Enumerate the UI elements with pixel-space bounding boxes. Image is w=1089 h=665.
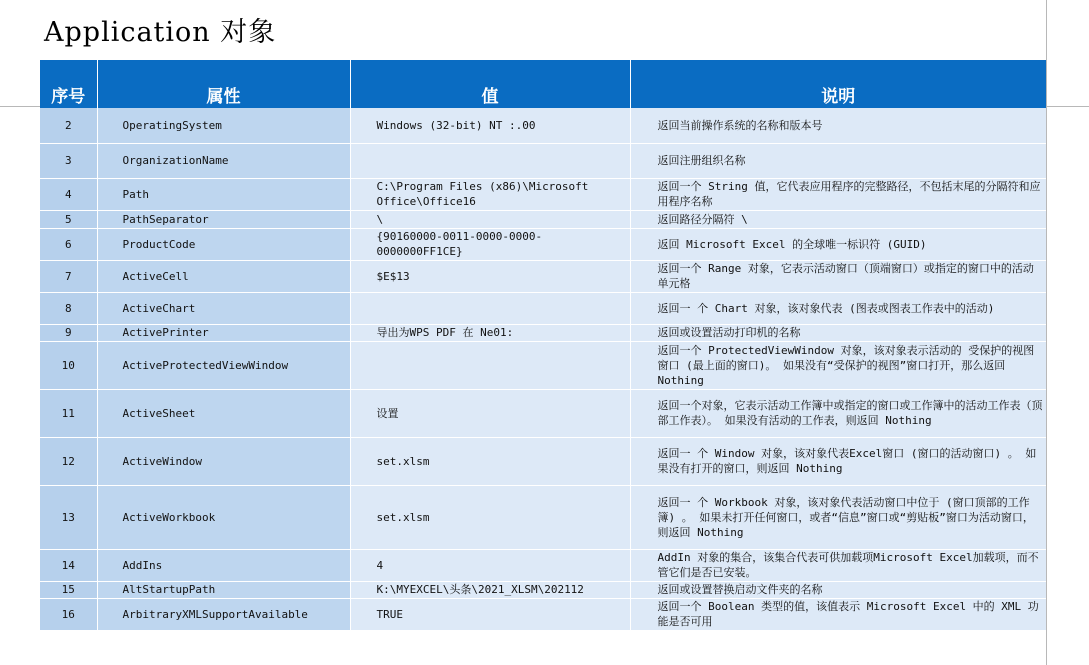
table-row	[40, 108, 1046, 143]
row-property-cell[interactable]: ActivePrinter	[97, 324, 350, 341]
row-description-cell[interactable]: 返回一 个 Chart 对象，该对象代表 (图表或图表工作表中的活动)	[630, 292, 1046, 324]
table-row	[40, 260, 1046, 292]
row-description-cell[interactable]: 返回或设置活动打印机的名称	[630, 324, 1046, 341]
row-index-cell[interactable]: 11	[40, 389, 97, 437]
row-value-cell[interactable]: K:\MYEXCEL\头条\2021_XLSM\202112	[350, 581, 630, 598]
row-value-cell[interactable]	[350, 341, 630, 389]
row-index-cell[interactable]: 2	[40, 108, 97, 143]
row-value-cell[interactable]: 4	[350, 549, 630, 581]
application-properties-table	[40, 60, 1046, 631]
table-row	[40, 485, 1046, 549]
header-index[interactable]: 序号	[40, 60, 97, 108]
row-property-cell[interactable]: ActiveProtectedViewWindow	[97, 341, 350, 389]
row-description-cell[interactable]: 返回一 个 Window 对象，该对象代表Excel窗口 (窗口的活动窗口) 。 如果没有打开的窗口，则返回 Nothing	[630, 437, 1046, 485]
header-row	[40, 60, 1046, 108]
header-property[interactable]: 属性	[97, 60, 350, 108]
row-property-cell[interactable]: AddIns	[97, 549, 350, 581]
table-row	[40, 324, 1046, 341]
row-value-cell[interactable]: 导出为WPS PDF 在 Ne01:	[350, 324, 630, 341]
row-property-cell[interactable]: ActiveChart	[97, 292, 350, 324]
table-row	[40, 389, 1046, 437]
row-value-cell[interactable]	[350, 143, 630, 178]
table-row	[40, 581, 1046, 598]
row-description-cell[interactable]: 返回或设置替换启动文件夹的名称	[630, 581, 1046, 598]
row-index-cell[interactable]: 7	[40, 260, 97, 292]
row-description-cell[interactable]: 返回一个 String 值，它代表应用程序的完整路径，不包括末尾的分隔符和应用程序名称	[630, 178, 1046, 210]
row-value-cell[interactable]: 设置	[350, 389, 630, 437]
table-row	[40, 437, 1046, 485]
header-value[interactable]: 值	[350, 60, 630, 108]
row-property-cell[interactable]: AltStartupPath	[97, 581, 350, 598]
row-property-cell[interactable]: ActiveSheet	[97, 389, 350, 437]
row-index-cell[interactable]: 3	[40, 143, 97, 178]
table-row	[40, 549, 1046, 581]
row-description-cell[interactable]: 返回一个 ProtectedViewWindow 对象，该对象表示活动的 受保护的视图窗口 (最上面的窗口)。 如果没有“受保护的视图”窗口打开，那么返回 Nothing	[630, 341, 1046, 389]
row-description-cell[interactable]: AddIn 对象的集合，该集合代表可供加载项Microsoft Excel加载项，而不管它们是否已安装。	[630, 549, 1046, 581]
row-index-cell[interactable]: 14	[40, 549, 97, 581]
row-value-cell[interactable]: Windows (32-bit) NT :.00	[350, 108, 630, 143]
row-property-cell[interactable]: ActiveCell	[97, 260, 350, 292]
row-property-cell[interactable]: OrganizationName	[97, 143, 350, 178]
row-property-cell[interactable]: ActiveWindow	[97, 437, 350, 485]
page-title: Application 对象	[44, 17, 277, 48]
row-property-cell[interactable]: OperatingSystem	[97, 108, 350, 143]
row-value-cell[interactable]: $E$13	[350, 260, 630, 292]
row-value-cell[interactable]: C:\Program Files (x86)\Microsoft Office\Office16	[350, 178, 630, 210]
table-row	[40, 341, 1046, 389]
row-description-cell[interactable]: 返回路径分隔符 \	[630, 210, 1046, 228]
row-index-cell[interactable]: 10	[40, 341, 97, 389]
row-value-cell[interactable]: \	[350, 210, 630, 228]
table-row	[40, 178, 1046, 210]
row-description-cell[interactable]: 返回一个 Boolean 类型的值，该值表示 Microsoft Excel 中的 XML 功能是否可用	[630, 598, 1046, 630]
table-row	[40, 210, 1046, 228]
row-index-cell[interactable]: 9	[40, 324, 97, 341]
table-row	[40, 228, 1046, 260]
row-property-cell[interactable]: PathSeparator	[97, 210, 350, 228]
row-index-cell[interactable]: 5	[40, 210, 97, 228]
row-value-cell[interactable]	[350, 292, 630, 324]
row-index-cell[interactable]: 13	[40, 485, 97, 549]
sheet-gridline-vertical	[1046, 0, 1047, 665]
row-property-cell[interactable]: ArbitraryXMLSupportAvailable	[97, 598, 350, 630]
row-index-cell[interactable]: 4	[40, 178, 97, 210]
row-description-cell[interactable]: 返回一个对象，它表示活动工作簿中或指定的窗口或工作簿中的活动工作表（顶部工作表）。 如果没有活动的工作表，则返回 Nothing	[630, 389, 1046, 437]
row-property-cell[interactable]: ActiveWorkbook	[97, 485, 350, 549]
row-value-cell[interactable]: {90160000-0011-0000-0000-0000000FF1CE}	[350, 228, 630, 260]
table-row	[40, 292, 1046, 324]
row-description-cell[interactable]: 返回当前操作系统的名称和版本号	[630, 108, 1046, 143]
row-description-cell[interactable]: 返回注册组织名称	[630, 143, 1046, 178]
row-value-cell[interactable]: TRUE	[350, 598, 630, 630]
row-index-cell[interactable]: 6	[40, 228, 97, 260]
row-index-cell[interactable]: 15	[40, 581, 97, 598]
row-value-cell[interactable]: set.xlsm	[350, 437, 630, 485]
row-description-cell[interactable]: 返回一 个 Workbook 对象，该对象代表活动窗口中位于 (窗口顶部的工作簿) 。 如果未打开任何窗口，或者“信息”窗口或“剪贴板”窗口为活动窗口，则返回 Nothing	[630, 485, 1046, 549]
row-index-cell[interactable]: 16	[40, 598, 97, 630]
row-property-cell[interactable]: ProductCode	[97, 228, 350, 260]
row-description-cell[interactable]: 返回一个 Range 对象，它表示活动窗口（顶端窗口）或指定的窗口中的活动单元格	[630, 260, 1046, 292]
row-property-cell[interactable]: Path	[97, 178, 350, 210]
row-index-cell[interactable]: 8	[40, 292, 97, 324]
row-index-cell[interactable]: 12	[40, 437, 97, 485]
table-row	[40, 598, 1046, 630]
table-row	[40, 143, 1046, 178]
row-value-cell[interactable]: set.xlsm	[350, 485, 630, 549]
row-description-cell[interactable]: 返回 Microsoft Excel 的全球唯一标识符 (GUID)	[630, 228, 1046, 260]
header-description[interactable]: 说明	[630, 60, 1046, 108]
